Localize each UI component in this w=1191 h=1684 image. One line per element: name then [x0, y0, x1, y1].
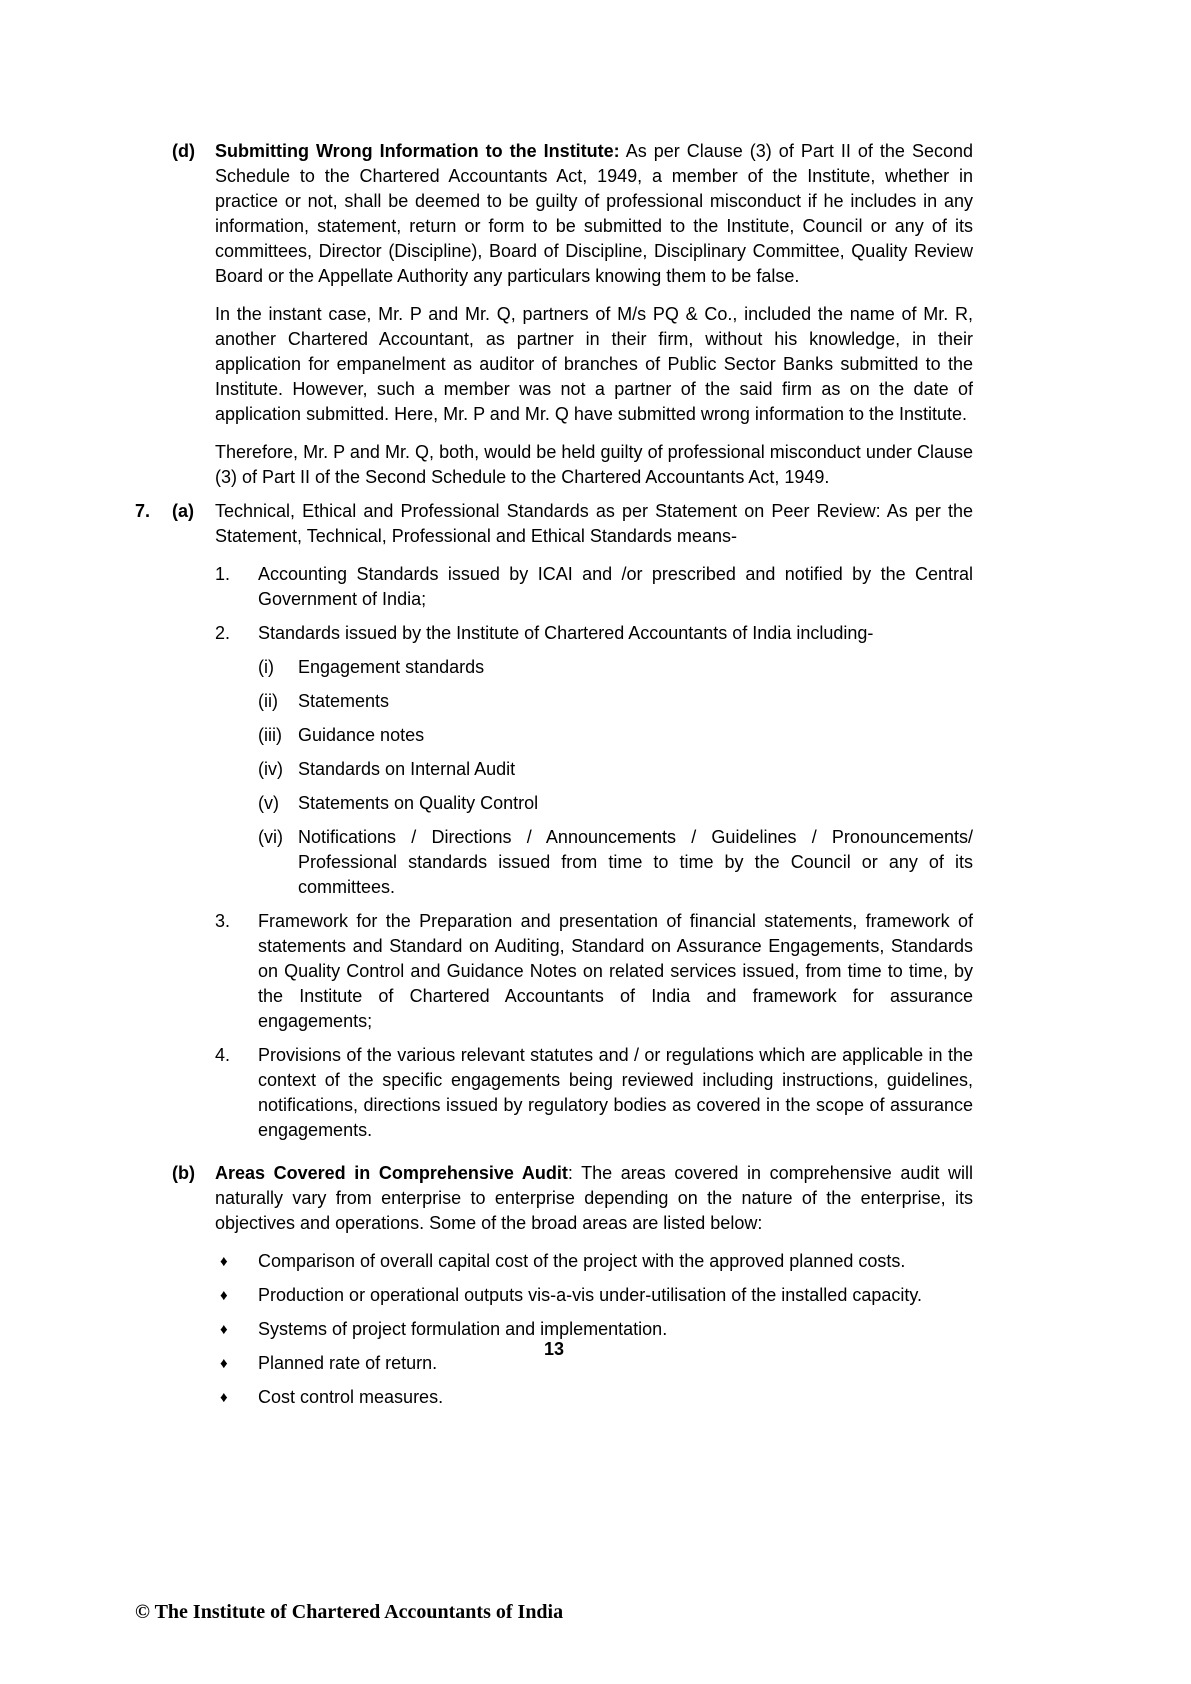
numbered-item-3-text: Framework for the Preparation and presentation of financial statements, framework of statements and Standard on Auditing, Standard on Assurance Engagements, Standards on Quality Control and Guidance Notes on related services issued, from time to time, by the Institute of Chartered Accountants of India and framework for assurance engagements;	[258, 911, 973, 1031]
diamond-bullet-icon: ♦	[220, 1253, 228, 1270]
bullet-item-1-text: Comparison of overall capital cost of the project with the approved planned costs.	[258, 1251, 906, 1271]
numbered-item-4	[215, 1043, 973, 1143]
numbered-item-2	[215, 621, 973, 646]
section-b	[135, 1161, 973, 1419]
section-d	[135, 139, 973, 490]
bullet-item-1	[215, 1249, 973, 1274]
diamond-bullet-icon: ♦	[220, 1287, 228, 1304]
page-content	[135, 139, 973, 1428]
section-b-heading: Areas Covered in Comprehensive Audit	[215, 1163, 568, 1183]
roman-item-iii-text: Guidance notes	[298, 725, 425, 745]
section-d-spacer	[135, 139, 172, 490]
roman-item-vi	[258, 825, 973, 900]
diamond-bullet-icon: ♦	[220, 1355, 228, 1372]
roman-item-iv-text: Standards on Internal Audit	[298, 759, 516, 779]
numbered-item-3	[215, 909, 973, 1034]
bullet-item-5	[215, 1385, 973, 1410]
roman-item-i	[258, 655, 973, 680]
roman-item-iv	[258, 757, 973, 782]
bullet-item-4-text: Planned rate of return.	[258, 1353, 438, 1373]
section-7a	[135, 499, 973, 1152]
page-number: 13	[543, 1339, 565, 1359]
section-a-label: (a)	[172, 501, 194, 521]
bullet-item-2-text: Production or operational outputs vis-a-vis under-utilisation of the installed capacity.	[258, 1285, 923, 1305]
section-a-intro: Technical, Ethical and Professional Standards as per Statement on Peer Review: As per the Statement, Technical, Professional and Ethical Standards means-	[215, 501, 973, 546]
roman-sublist	[258, 655, 973, 900]
bullet-item-5-text: Cost control measures.	[258, 1387, 444, 1407]
copyright-footer: © The Institute of Chartered Accountants of India	[135, 1601, 564, 1623]
numbered-item-1	[215, 562, 973, 612]
numbered-item-3-number: 3.	[215, 911, 231, 931]
numbered-item-1-number: 1.	[215, 564, 231, 584]
diamond-bullet-icon: ♦	[220, 1389, 228, 1406]
numbered-item-1-text: Accounting Standards issued by ICAI and /or prescribed and notified by the Central Government of India;	[258, 564, 973, 609]
roman-item-ii	[258, 689, 973, 714]
section-d-body	[215, 139, 973, 490]
section-d-paragraph-1-text: As per Clause (3) of Part II of the Second Schedule to the Chartered Accountants Act, 1949, a member of the Institute, whether in practice or not, shall be deemed to be guilty of professional misconduct if he includes in any information, statement, return or form to be submitted to the Institute, Council or any of its committees, Director (Discipline), Board of Discipline, Disciplinary Committee, Quality Review Board or the Appellate Authority any particulars knowing them to be false.	[215, 141, 973, 286]
section-a-body	[215, 499, 973, 1152]
roman-item-vi-text: Notifications / Directions / Announcements / Guidelines / Pronouncements/ Professional standards issued from time to time by the Council or any of its committees.	[298, 827, 973, 897]
roman-item-i-number: (i)	[258, 657, 274, 677]
section-d-heading: Submitting Wrong Information to the Institute:	[215, 141, 620, 161]
bullet-item-2	[215, 1283, 973, 1308]
numbered-item-4-number: 4.	[215, 1045, 231, 1065]
section-b-intro	[215, 1161, 973, 1236]
roman-item-iii-number: (iii)	[258, 725, 282, 745]
roman-item-i-text: Engagement standards	[298, 657, 485, 677]
item-7-number: 7.	[135, 501, 151, 521]
section-b-body	[215, 1161, 973, 1419]
diamond-bullet-icon: ♦	[220, 1321, 228, 1338]
roman-item-ii-number: (ii)	[258, 691, 278, 711]
section-d-label: (d)	[172, 141, 195, 161]
section-b-intro-text: : The areas covered in comprehensive audit will naturally vary from enterprise to enterprise depending on the nature of the enterprise, its objectives and operations. Some of the broad areas are listed below:	[215, 1163, 973, 1233]
roman-item-ii-text: Statements	[298, 691, 390, 711]
numbered-item-4-text: Provisions of the various relevant statutes and / or regulations which are applicable in the context of the specific engagements being reviewed including instructions, guidelines, notifications, directions issued by regulatory bodies as covered in the scope of assurance engagements.	[258, 1045, 973, 1140]
section-b-label: (b)	[172, 1163, 195, 1183]
roman-item-v-text: Statements on Quality Control	[298, 793, 539, 813]
section-d-paragraph-3: Therefore, Mr. P and Mr. Q, both, would be held guilty of professional misconduct under Clause (3) of Part II of the Second Schedule to the Chartered Accountants Act, 1949.	[215, 442, 973, 487]
numbered-item-2-text: Standards issued by the Institute of Chartered Accountants of India including-	[258, 623, 874, 643]
roman-item-vi-number: (vi)	[258, 827, 283, 847]
section-d-paragraph-2: In the instant case, Mr. P and Mr. Q, partners of M/s PQ & Co., included the name of Mr. R, another Chartered Accountant, as partner in their firm, without his knowledge, in their application for empanelment as auditor of branches of Public Sector Banks submitted to the Institute. However, such a member was not a partner of the said firm as on the date of application submitted. Here, Mr. P and Mr. Q have submitted wrong information to the Institute.	[215, 304, 973, 424]
section-d-paragraph-1	[215, 139, 973, 289]
roman-item-iii	[258, 723, 973, 748]
bullet-item-3-text: Systems of project formulation and implementation.	[258, 1319, 668, 1339]
roman-item-v	[258, 791, 973, 816]
numbered-item-2-number: 2.	[215, 623, 231, 643]
section-b-spacer	[135, 1161, 172, 1419]
roman-item-v-number: (v)	[258, 793, 279, 813]
roman-item-iv-number: (iv)	[258, 759, 283, 779]
